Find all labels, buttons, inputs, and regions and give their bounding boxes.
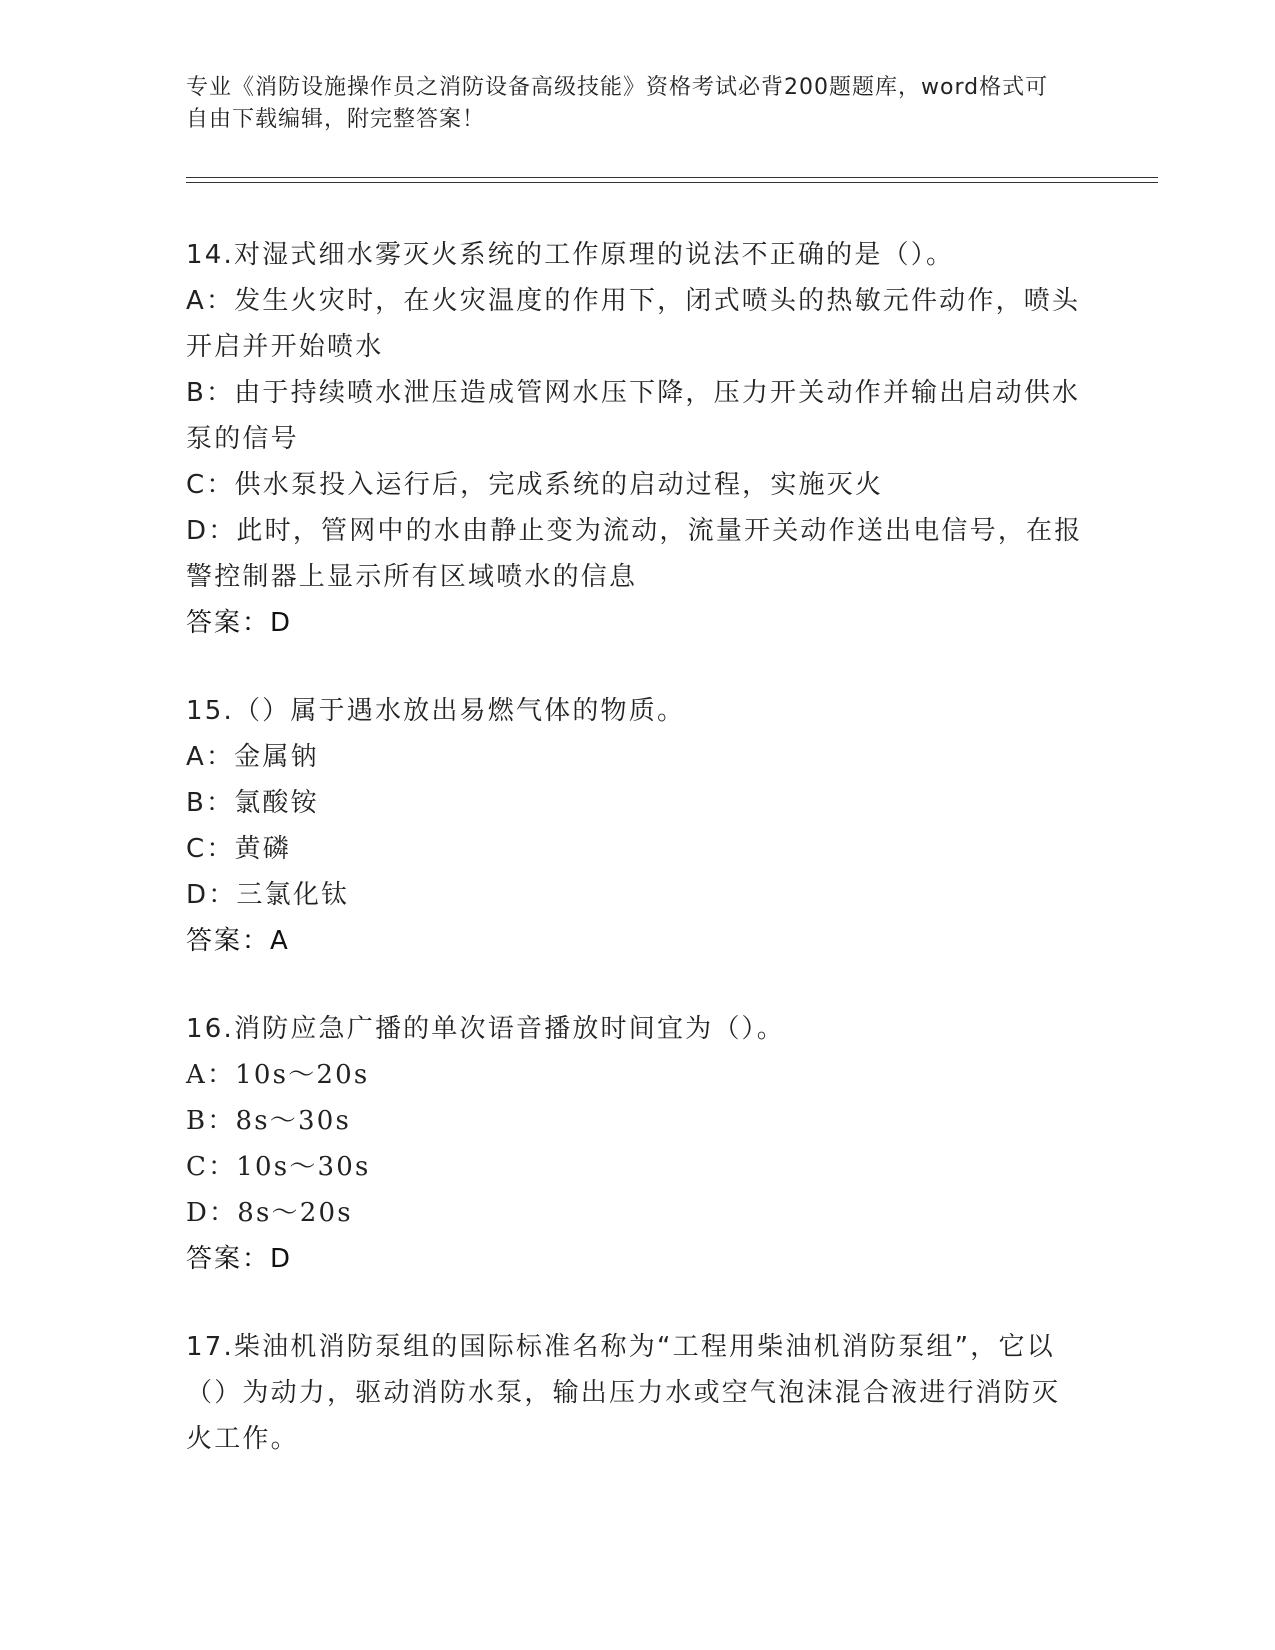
question-16 bbox=[186, 1006, 1086, 1282]
option-d: D：此时，管网中的水由静止变为流动，流量开关动作送出电信号，在报警控制器上显示所有区域喷水的信息 bbox=[186, 516, 1083, 592]
option-d: D：8s～20s bbox=[186, 1198, 353, 1228]
question-17 bbox=[186, 1324, 1086, 1462]
question-15 bbox=[186, 688, 1086, 964]
question-list bbox=[186, 232, 1086, 1504]
option-a: A：10s～20s bbox=[186, 1060, 370, 1090]
option-b: B：8s～30s bbox=[186, 1106, 352, 1136]
answer-line: 答案：D bbox=[186, 1244, 293, 1274]
option-c: C：10s～30s bbox=[186, 1152, 371, 1182]
option-a: A：金属钠 bbox=[186, 742, 319, 772]
question-stem: 15.（）属于遇水放出易燃气体的物质。 bbox=[186, 696, 686, 726]
option-c: C：黄磷 bbox=[186, 834, 291, 864]
header-divider-line bbox=[186, 177, 1158, 178]
question-stem: 17.柴油机消防泵组的国际标准名称为“工程用柴油机消防泵组”，它以（）为动力，驱动消防水泵，输出压力水或空气泡沫混合液进行消防灭火工作。 bbox=[186, 1332, 1061, 1454]
question-stem: 16.消防应急广播的单次语音播放时间宜为（）。 bbox=[186, 1014, 785, 1044]
question-14 bbox=[186, 232, 1086, 646]
document-header: 专业《消防设施操作员之消防设备高级技能》资格考试必背200题题库，word格式可自由下载编辑，附完整答案！ bbox=[186, 75, 1049, 132]
answer-line: 答案：D bbox=[186, 608, 293, 638]
answer-line: 答案：A bbox=[186, 926, 290, 956]
header-divider-line-secondary bbox=[186, 182, 1158, 183]
option-b: B：氯酸铵 bbox=[186, 788, 319, 818]
question-stem: 14.对湿式细水雾灭火系统的工作原理的说法不正确的是（）。 bbox=[186, 240, 955, 270]
option-c: C：供水泵投入运行后，完成系统的启动过程，实施灭火 bbox=[186, 470, 884, 500]
option-d: D：三氯化钛 bbox=[186, 880, 350, 910]
option-b: B：由于持续喷水泄压造成管网水压下降，压力开关动作并输出启动供水泵的信号 bbox=[186, 378, 1081, 454]
option-a: A：发生火灾时，在火灾温度的作用下，闭式喷头的热敏元件动作，喷头开启并开始喷水 bbox=[186, 286, 1081, 362]
